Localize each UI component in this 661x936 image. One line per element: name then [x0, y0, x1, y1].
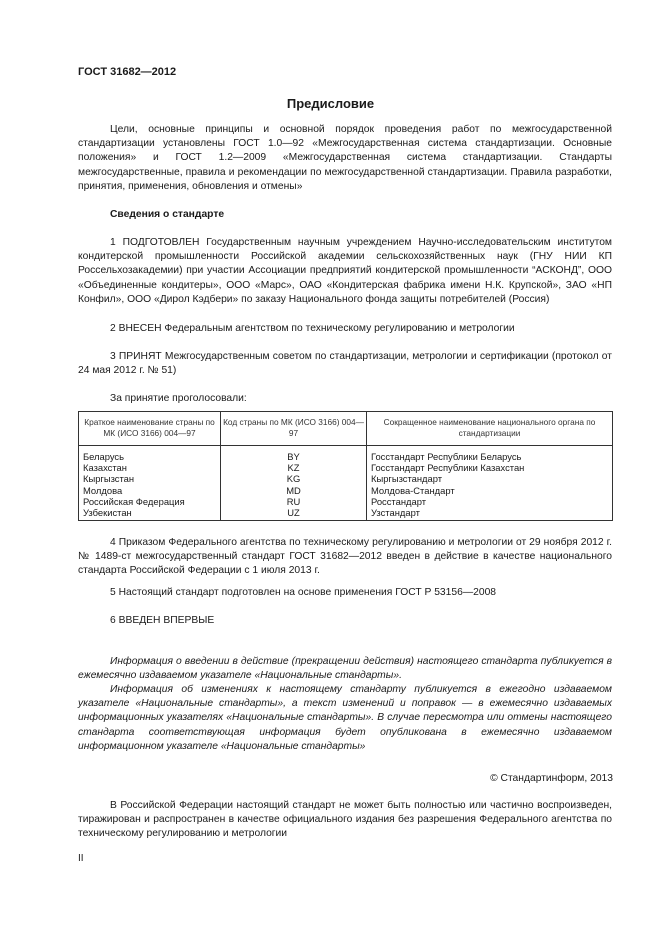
item-5 — [78, 586, 612, 600]
code-cell: BY — [221, 446, 367, 463]
table-header-row — [79, 412, 613, 446]
table-row — [79, 473, 613, 484]
code-cell: KZ — [221, 462, 367, 473]
item-2 — [78, 322, 612, 336]
code-cell: RU — [221, 496, 367, 507]
table-row — [79, 485, 613, 496]
item-6 — [78, 614, 612, 628]
header-body: Сокращенное наименование национального органа по стандартизации — [367, 412, 613, 446]
intro-paragraph — [78, 123, 612, 194]
country-cell: Узбекистан — [79, 507, 221, 521]
page-title: Предисловие — [286, 96, 375, 111]
info-changes-text: Информация об изменениях к настоящему стандарту публикуется в ежегодно издаваемом указателе «Национальные стандарты», а текст изменений и поправок — в ежемесячно издаваемых информационных указателях «Национальные стандарты». В случае пересмотра или отмены настоящего стандарта соответствующая информация будет опубликована в ежемесячно издаваемом информационном указателе «Национальные стандарты» — [78, 684, 612, 752]
item-1-text: 1 ПОДГОТОВЛЕН Государственным научным учреждением Научно-исследовательским институтом кондитерской промышленности Российской академии сельскохозяйственных наук (ГНУ НИИ КП Россельхозакадемии) при участии Ассоциации предприятий кондитерской промышленности “АСКОНД”, ООО «Объединенные кондитеры», ООО «Марс», ОАО «Кондитерская фабрика имени Н.К. Крупской», ЗАО «НП Конфил», ООО «Дирол Кэдбери» по заказу Национального фонда защиты потребителей (Россия) — [78, 237, 612, 305]
voting-table — [78, 411, 613, 521]
country-cell: Беларусь — [79, 446, 221, 463]
body-cell: Росстандарт — [367, 496, 613, 507]
body-cell: Госстандарт Республики Казахстан — [367, 462, 613, 473]
intro-text: Цели, основные принципы и основной порядок проведения работ по межгосударственной стандартизации установлены ГОСТ 1.0—92 «Межгосударственная система стандартизации. Основные положения» и ГОСТ 1.2—2009 «Межгосударственная система стандартизации. Стандарты межгосударственные, правила и рекомендации по межгосударственной стандартизации. Правила разработки, принятия, применения, обновления и отмены» — [78, 124, 612, 192]
item-2-text: 2 ВНЕСЕН Федеральным агентством по техническому регулированию и метрологии — [110, 323, 515, 334]
table-row — [79, 446, 613, 463]
page-number: II — [78, 853, 84, 864]
vote-intro — [78, 392, 612, 406]
section-heading-text: Сведения о стандарте — [110, 209, 225, 220]
item-6-text: 6 ВВЕДЕН ВПЕРВЫЕ — [110, 615, 215, 626]
body-cell: Молдова-Стандарт — [367, 485, 613, 496]
country-cell: Российская Федерация — [79, 496, 221, 507]
item-3 — [78, 350, 612, 378]
item-3-text: 3 ПРИНЯТ Межгосударственным советом по стандартизации, метрологии и сертификации (протокол от 24 мая 2012 г. № 51) — [78, 351, 612, 377]
rights-notice-text: В Российской Федерации настоящий стандарт не может быть полностью или частично воспроизведен, тиражирован и распространен в качестве официального издания без разрешения Федерального агентства по техническому регулированию и метрологии — [78, 800, 612, 840]
body-cell: Госстандарт Республики Беларусь — [367, 446, 613, 463]
item-4-text: 4 Приказом Федерального агентства по техническому регулированию и метрологии от 29 ноября 2012 г. № 1489-ст межгосударственный стандарт ГОСТ 31682—2012 введен в действие в качестве национального стандарта Российской Федерации с 1 июля 2013 г. — [78, 537, 612, 577]
header-code: Код страны по МК (ИСО 3166) 004—97 — [221, 412, 367, 446]
table-row — [79, 462, 613, 473]
country-cell: Казахстан — [79, 462, 221, 473]
copyright-notice: © Стандартинформ, 2013 — [490, 773, 613, 784]
vote-intro-text: За принятие проголосовали: — [110, 393, 247, 404]
rights-notice — [78, 799, 612, 842]
code-cell: UZ — [221, 507, 367, 521]
section-heading — [78, 208, 612, 222]
info-changes — [78, 683, 612, 754]
header-country: Краткое наименование страны по МК (ИСО 3166) 004—97 — [79, 412, 221, 446]
code-cell: MD — [221, 485, 367, 496]
doc-code-header: ГОСТ 31682—2012 — [78, 66, 177, 78]
country-cell: Молдова — [79, 485, 221, 496]
table-row — [79, 496, 613, 507]
table-row — [79, 507, 613, 521]
item-4 — [78, 536, 612, 579]
country-cell: Кыргызстан — [79, 473, 221, 484]
body-cell: Узстандарт — [367, 507, 613, 521]
info-publication-text: Информация о введении в действие (прекращении действия) настоящего стандарта публикуется в ежемесячно издаваемом указателе «Национальные стандарты». — [78, 656, 612, 682]
item-1 — [78, 236, 612, 307]
info-publication — [78, 655, 612, 683]
item-5-text: 5 Настоящий стандарт подготовлен на основе применения ГОСТ Р 53156—2008 — [110, 587, 497, 598]
body-cell: Кыргызстандарт — [367, 473, 613, 484]
code-cell: KG — [221, 473, 367, 484]
